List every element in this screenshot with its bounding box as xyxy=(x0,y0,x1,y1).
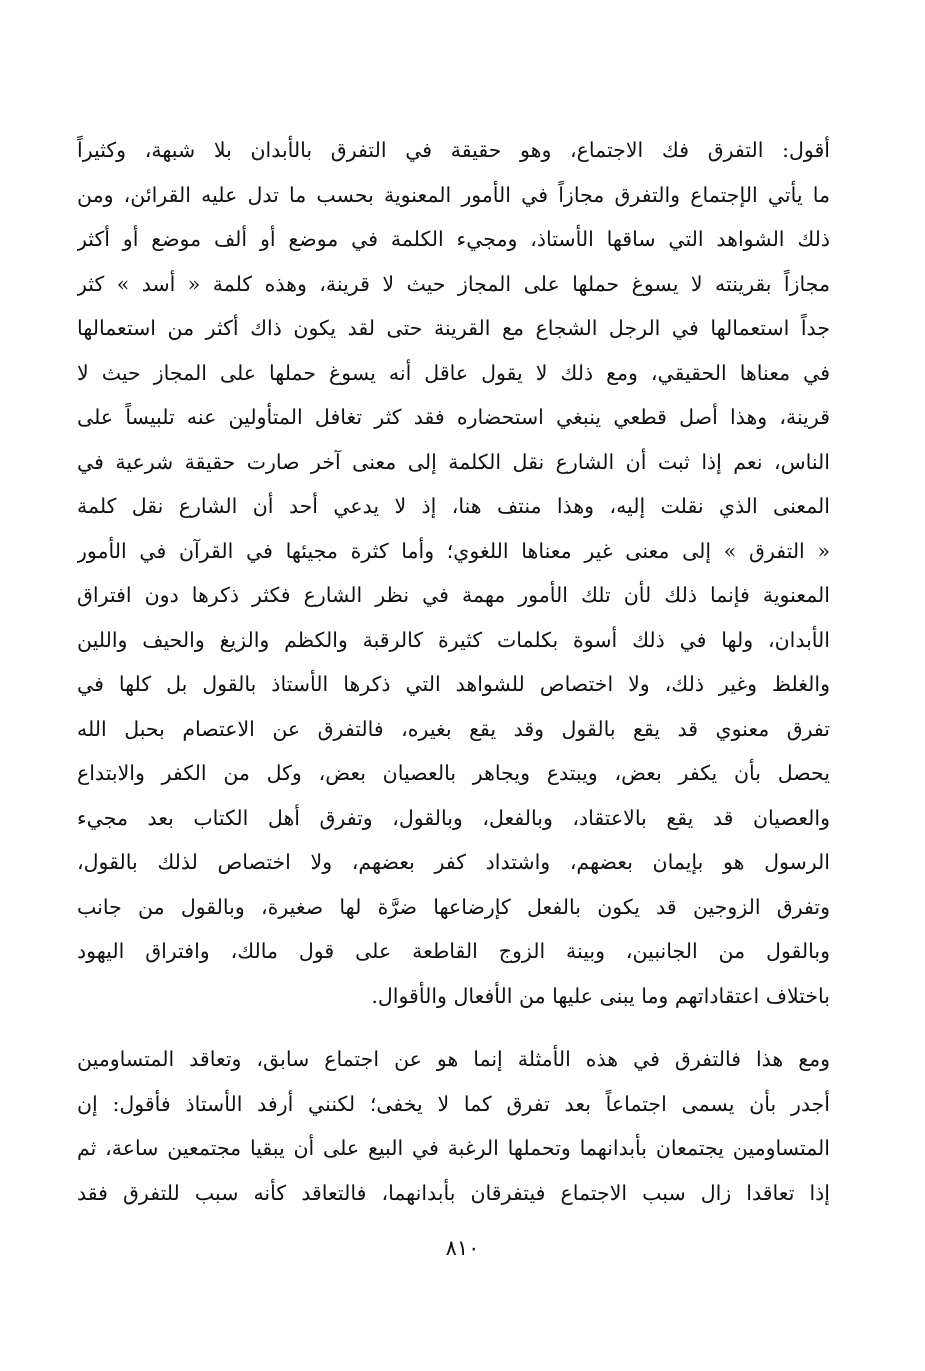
text-line: « التفرق » إلى معنى غير معناها اللغوي؛ وأما كثرة مجيئها في القرآن في الأمور xyxy=(77,538,830,563)
text-line: المعنى الذي نقلت إليه، وهذا منتف هنا، إذ لا يدعي أحد أن الشارع نقل كلمة xyxy=(77,494,830,518)
text-line: جداً استعمالها في الرجل الشجاع مع القرينة حتى لقد يكون ذاك أكثر من استعمالها xyxy=(77,316,830,340)
page-number: ٨١٠ xyxy=(445,1236,480,1260)
text-line: المعنوية فإنما ذلك لأن تلك الأمور مهمة في نظر الشارع فكثر ذكرها دون افتراق xyxy=(77,583,830,607)
text-line: قرينة، وهذا أصل قطعي ينبغي استحضاره فقد كثر تغافل المتأولين عنه تلبيساً على xyxy=(77,405,830,429)
text-line: ذلك الشواهد التي ساقها الأستاذ، ومجيء الكلمة في موضع أو ألف موضع أو أكثر xyxy=(77,227,830,251)
text-line: ومع هذا فالتفرق في هذه الأمثلة إنما هو عن اجتماع سابق، وتعاقد المتساومين xyxy=(77,1047,830,1071)
text-line: أقول: التفرق فك الاجتماع، وهو حقيقة في التفرق بالأبدان بلا شبهة، وكثيراً xyxy=(77,138,830,162)
text-line: الناس، نعم إذا ثبت أن الشارع نقل الكلمة إلى معنى آخر صارت حقيقة شرعية في xyxy=(77,449,830,474)
text-line: وتفرق الزوجين قد يكون بالفعل كإرضاعها ضرَّة لها صغيرة، وبالقول من جانب xyxy=(77,894,830,919)
paragraph-2 xyxy=(77,1037,830,1215)
text-line: تفرق معنوي قد يقع بالقول وقد يقع بغيره، فالتفرق عن الاعتصام بحبل الله xyxy=(77,716,830,741)
text-line: المتساومين يجتمعان بأبدانهما وتحملها الرغبة في البيع على أن يبقيا مجتمعين ساعة، ثم xyxy=(77,1136,830,1160)
text-line: باختلاف اعتقاداتهم وما يبنى عليها من الأفعال والأقوال. xyxy=(371,983,830,1008)
paragraph-1 xyxy=(77,128,830,1018)
text-line: إذا تعاقدا زال سبب الاجتماع فيتفرقان بأبدانهما، فالتعاقد كأنه سبب للتفرق فقد xyxy=(77,1180,830,1205)
text-line: الأبدان، ولها في ذلك أسوة بكلمات كثيرة كالرقبة والكظم والزيغ والحيف واللين xyxy=(77,627,830,652)
text-line: وبالقول من الجانبين، وبينة الزوج القاطعة على قول مالك، وافتراق اليهود xyxy=(77,939,830,963)
text-line: الرسول هو بإيمان بعضهم، واشتداد كفر بعضهم، ولا اختصاص لذلك بالقول، xyxy=(77,850,830,874)
text-line: مجازاً بقرينته لا يسوغ حملها على المجاز حيث لا قرينة، وهذه كلمة « أسد » كثر xyxy=(77,271,830,296)
text-line: في معناها الحقيقي، ومع ذلك لا يقول عاقل أنه يسوغ حملها على المجاز حيث لا xyxy=(77,360,830,385)
text-line: ما يأتي الإجتماع والتفرق مجازاً في الأمور المعنوية بحسب ما تدل عليه القرائن، ومن xyxy=(77,182,830,207)
text-line: أجدر بأن يسمى اجتماعاً بعد تفرق كما لا يخفى؛ لكنني أرفد الأستاذ فأقول: إن xyxy=(77,1091,830,1116)
text-line: والغلظ وغير ذلك، ولا اختصاص للشواهد التي ذكرها الأستاذ بالقول بل كلها في xyxy=(77,672,830,696)
text-line: يحصل بأن يكفر بعض، ويبتدع ويجاهر بالعصيان بعض، وكل من الكفر والابتداع xyxy=(77,761,830,785)
text-line: والعصيان قد يقع بالاعتقاد، وبالفعل، وبالقول، وتفرق أهل الكتاب بعد مجيء xyxy=(77,805,830,830)
